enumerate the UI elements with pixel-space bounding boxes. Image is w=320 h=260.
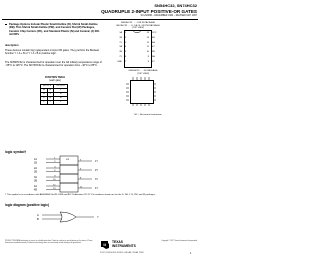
dip-pin-number: 7 [125, 60, 127, 63]
table-cell: H [41, 92, 48, 96]
input-label: B [37, 218, 39, 221]
input-pin-number: 12 [53, 184, 56, 187]
dip-pin-number: 11 [146, 46, 149, 49]
dip-pin-number: 5 [125, 51, 127, 54]
table-cell: L [41, 100, 48, 104]
dip-pin-label: 4B [152, 36, 155, 39]
dip-pin-label: 4A [152, 41, 155, 44]
output-label: 4Y [95, 186, 98, 190]
output-label: 1Y [95, 159, 98, 163]
dip-pin-number: 6 [125, 56, 127, 58]
dip-pin-label: 1Y [119, 41, 122, 44]
description-paragraph-2: The SN54HC32 is characterized for operation over the full military temperature range of −55°C to 125°C. The SN74HC32 is characterized for operation from −40°C to 85°C. [5, 61, 102, 68]
dip-package-caption-1: SN54HC32 . . . J OR W PACKAGE [121, 22, 155, 24]
output-label: Y [97, 216, 99, 219]
feature-item: Package Options Include Plastic Small-Outline (D), Shrink Small-Outline (DB), Thin Shrink Small-Outline (PW), and Ceramic Flat (W) Packages, Ceramic Chip Carriers (FK), and Standard Plastic (N) and Ceramic (J) 300-mil DIPs [5, 23, 103, 36]
dip-pin-number: 14 [146, 32, 149, 34]
dip-pin-number: 13 [146, 36, 149, 39]
input-label: A [37, 214, 39, 217]
svg-text:ti: ti [103, 242, 106, 247]
input-label: 4B [34, 188, 37, 192]
output-header: OUTPUT [54, 85, 68, 89]
dip-package-caption-3: (TOP VIEW) [131, 27, 145, 29]
ti-logo-icon [100, 240, 110, 250]
dip-pin-label: 1A [119, 32, 122, 34]
logic-symbol-title: logic symbol† [5, 150, 27, 154]
input-pin-number: 1 [54, 157, 56, 160]
dip-package-caption-2: SN74HC32 . . . D, DB, N, OR PW PACKAGE [116, 24, 160, 27]
or-gate-symbol [60, 212, 76, 222]
output-pin-number: 6 [80, 168, 82, 171]
output-label: 2Y [95, 168, 98, 172]
table-cell: X [41, 96, 48, 100]
dip-pin-label: 1B [119, 36, 122, 39]
input-pin-number: 10 [53, 179, 56, 182]
table-cell: H [47, 96, 54, 100]
input-label: 2B [34, 170, 37, 174]
output-label: 3Y [95, 177, 98, 181]
document-title: QUADRUPLE 2-INPUT POSITIVE-OR GATES [101, 9, 197, 14]
table-cell: L [47, 100, 54, 104]
gate-function-label: ≥1 [66, 158, 69, 161]
or-gate-box [60, 174, 78, 183]
dip-pin-label: 2B [119, 51, 122, 54]
dip-pin-label: 2A [119, 46, 122, 49]
output-pin-number: 8 [80, 177, 82, 180]
input-pin-number: 2 [54, 161, 56, 164]
company-name: TEXAS INSTRUMENTS [112, 240, 136, 248]
dip-pin-number: 12 [146, 41, 149, 44]
copyright: Copyright © 1997, Texas Instruments Incorporated [161, 241, 197, 242]
table-cell: H [54, 92, 68, 96]
input-label: 3A [34, 175, 37, 179]
dip-pin-number: 9 [147, 56, 149, 58]
dip-pin-number: 2 [125, 36, 127, 39]
output-pin-number: 3 [80, 159, 82, 162]
dip-pin-label: 3Y [152, 60, 155, 63]
dip-pin-number: 8 [147, 60, 149, 63]
inputs-header: INPUTS [41, 85, 54, 89]
input-pin-number: 13 [53, 188, 56, 191]
table-cell: H [54, 96, 68, 100]
document-id: SCLS096B – DECEMBER 1982 – REVISED MAY 1997 [140, 15, 197, 17]
dip-pin-label: VCC [152, 32, 157, 34]
or-gate-box [60, 183, 78, 192]
logic-symbol-footnote: † This symbol is in accordance with ANSI/IEEE Std 91-1984 and IEC Publication 617-12. Pin numbers shown are for the D, DB, J, N, PW, and W packages. [5, 194, 156, 196]
or-gate-box [60, 165, 78, 174]
description-paragraph-1: These devices contain four independent 2-input OR gates. They perform the Boolean function Y = A + B or Y = A̅ • B̅ in positive logic. [5, 49, 100, 56]
company-address: POST OFFICE BOX 655303 • DALLAS, TEXAS 75265 [100, 252, 144, 254]
input-label: 4A [34, 184, 37, 188]
fk-package-caption-2: (TOP VIEW) [136, 72, 150, 75]
dip-pin-number: 10 [146, 51, 149, 54]
column-b-header: B [47, 88, 54, 92]
or-gate-box [60, 156, 78, 165]
table-cell: L [54, 100, 68, 104]
dip-pin-label: GND [117, 60, 122, 63]
output-pin-number: 11 [80, 186, 83, 189]
logic-diagram-title: logic diagram (positive logic) [5, 203, 50, 207]
input-pin-number: 9 [54, 175, 56, 178]
input-label: 1B [34, 161, 37, 165]
description-heading: description [5, 44, 19, 47]
page-number: 1 [190, 252, 192, 255]
production-data-notice: PRODUCTION DATA information is current as of publication date. Products conform to specifications per the terms of Texas Instruments standard warranty. Production processing does not necessarily include testing of all parameters. [5, 241, 93, 244]
fk-package-caption-1: SN54HC32 . . . FK PACKAGE [128, 70, 158, 72]
function-table-subcaption: (each gate) [49, 80, 61, 82]
column-a-header: A [41, 88, 48, 92]
input-label: 1A [34, 157, 37, 161]
column-y-header: Y [54, 88, 68, 92]
dip-pin-number: 4 [125, 46, 127, 49]
input-label: 3B [34, 179, 37, 183]
input-pin-number: 4 [54, 166, 56, 169]
input-pin-number: 5 [54, 170, 56, 173]
table-cell: X [47, 92, 54, 96]
function-table-caption: FUNCTION TABLE [45, 77, 65, 79]
dip-pin-label: 3A [152, 56, 155, 58]
dip-pin-number: 3 [125, 41, 127, 44]
input-label: 2A [34, 166, 37, 170]
dip-pin-label: 4Y [152, 46, 155, 49]
nc-note: NC – No internal connection [134, 114, 162, 116]
dip-pin-label: 3B [152, 51, 155, 54]
dip-pin-label: 2Y [119, 56, 122, 58]
part-numbers: SN54HC32, SN74HC32 [154, 3, 197, 8]
dip-pin-number: 1 [125, 32, 127, 34]
